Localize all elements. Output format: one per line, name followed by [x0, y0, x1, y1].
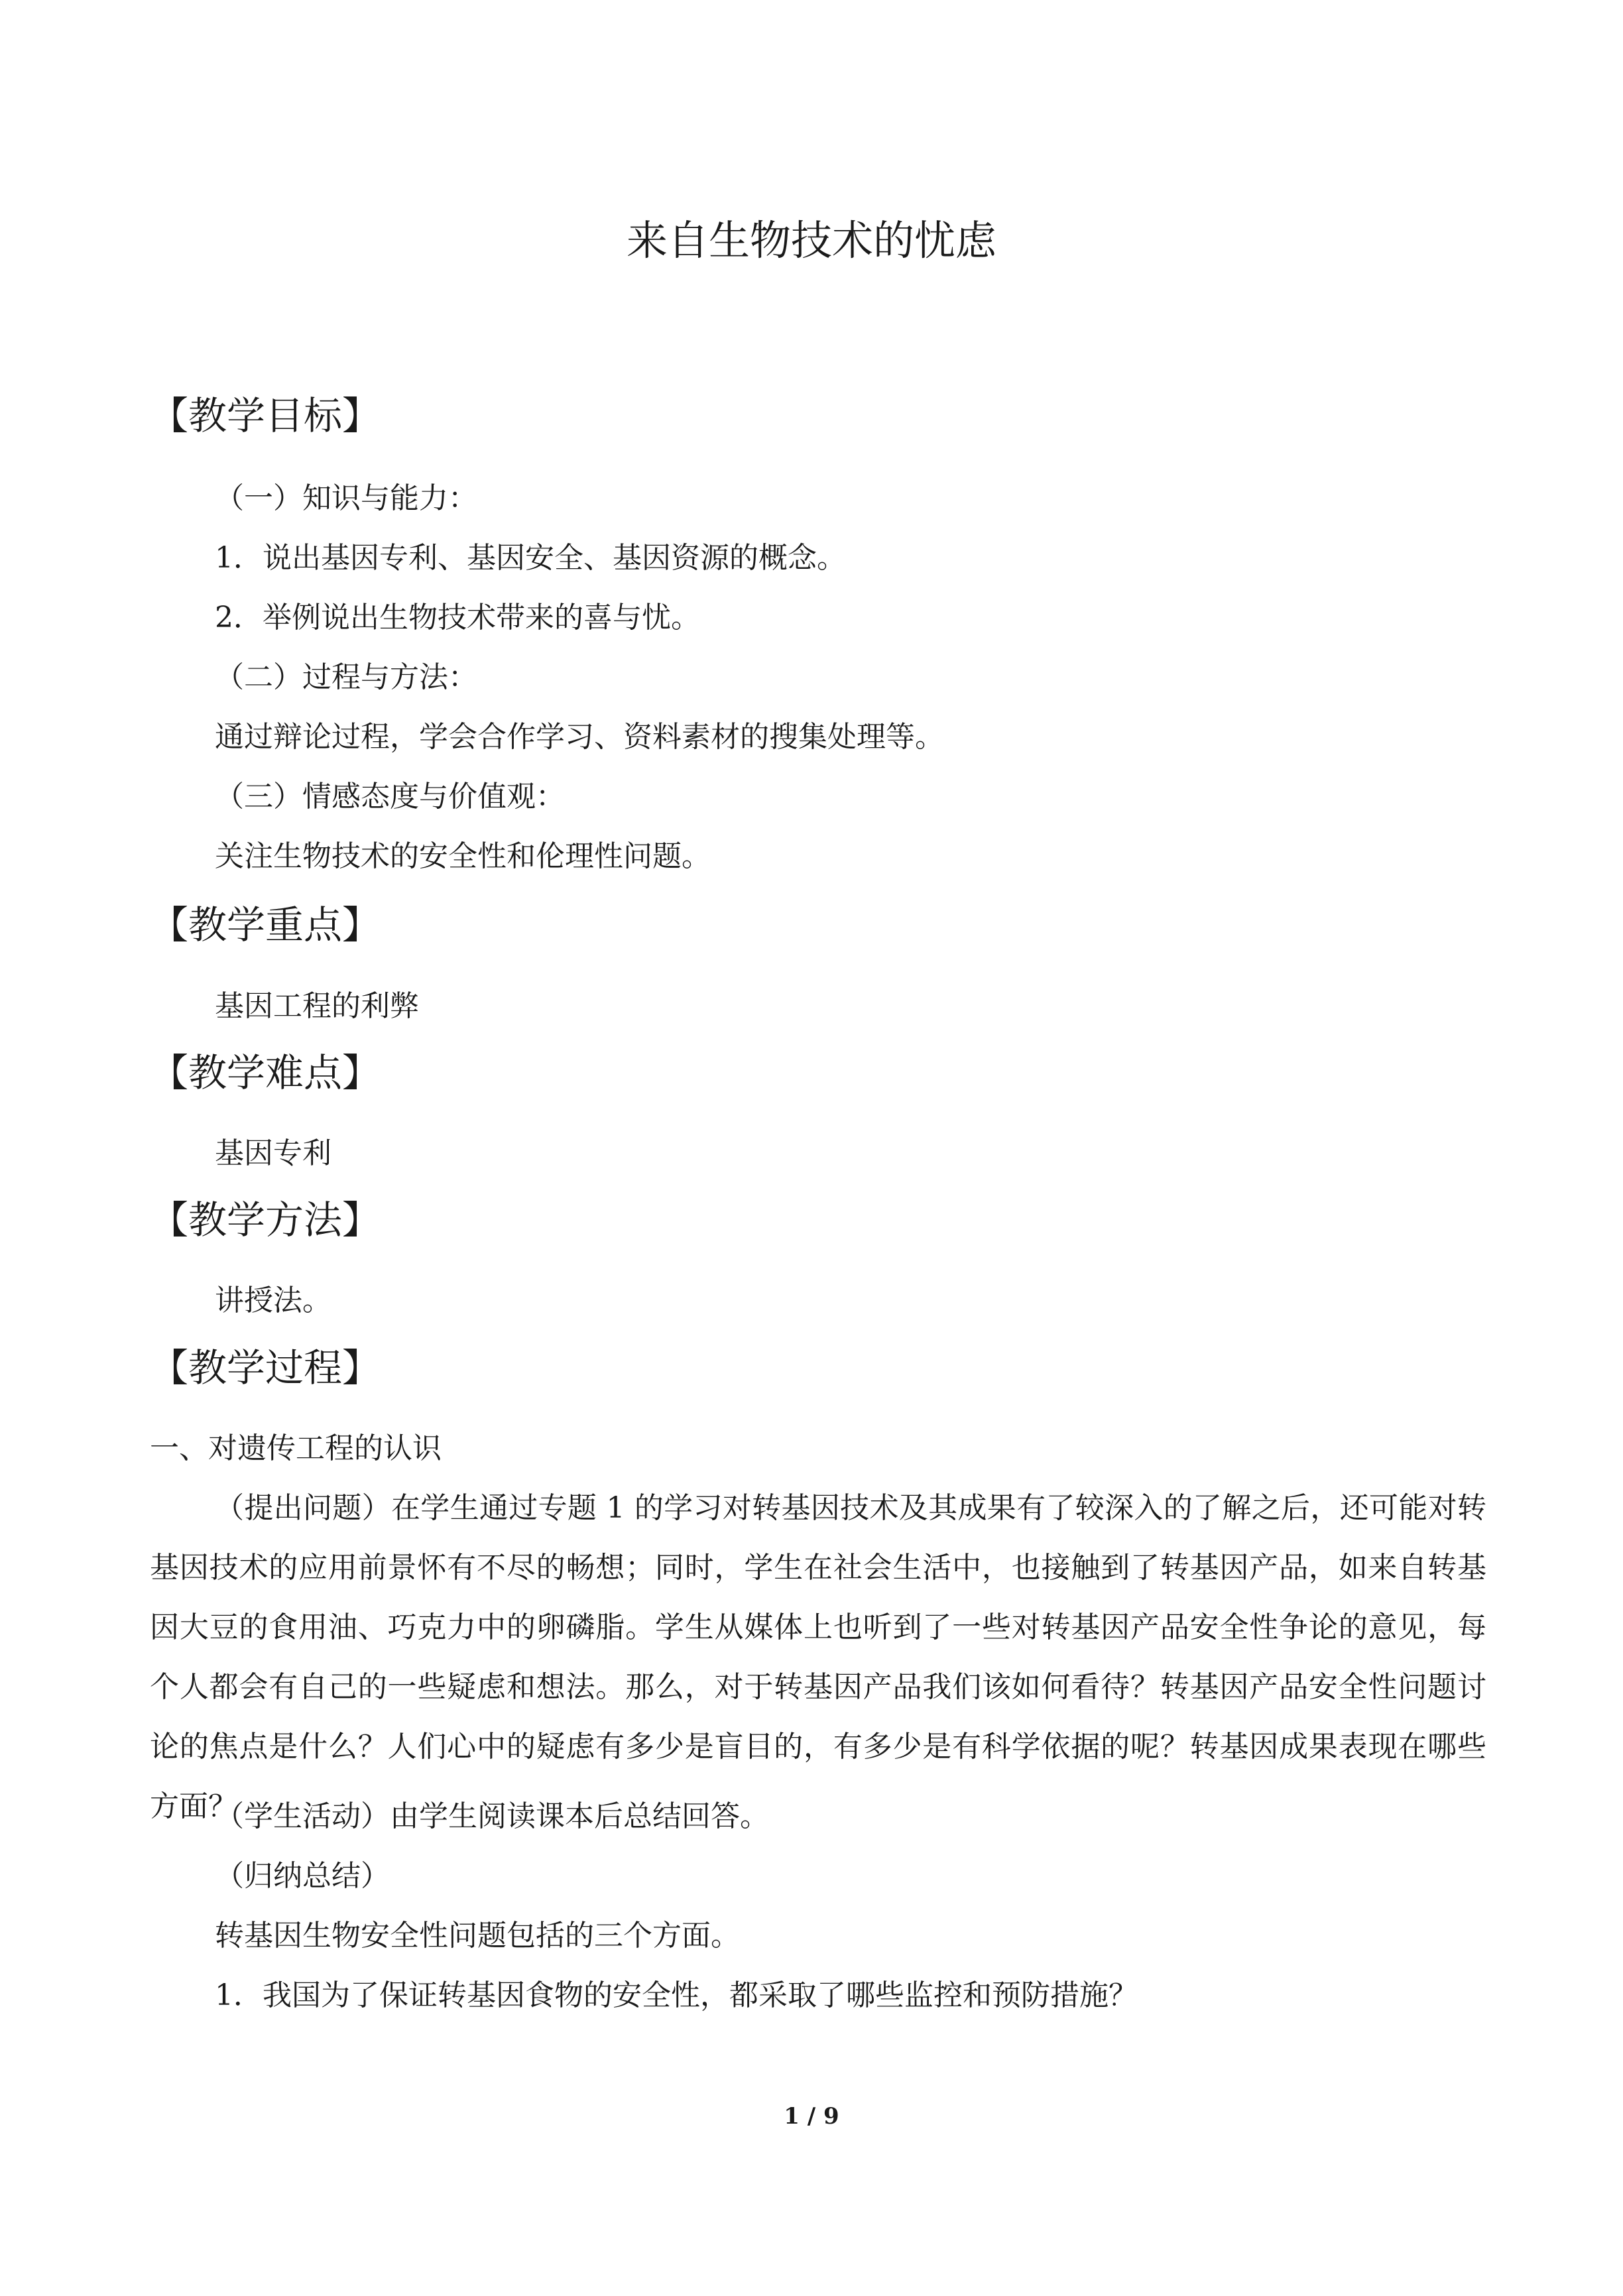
document-title: 来自生物技术的忧虑: [626, 216, 996, 265]
question-1: 1．我国为了保证转基因食物的安全性，都采取了哪些监控和预防措施？: [215, 1978, 1138, 2012]
heading-difficulties: 【教学难点】: [150, 1050, 381, 1095]
student-activity: （学生活动）由学生阅读课本后总结回答。: [215, 1799, 769, 1833]
objectives-line-4: （二）过程与方法：: [215, 660, 477, 694]
heading-methods: 【教学方法】: [150, 1197, 381, 1242]
key-points-text: 基因工程的利弊: [215, 989, 419, 1023]
objectives-line-5: 通过辩论过程，学会合作学习、资料素材的搜集处理等。: [215, 720, 944, 754]
objectives-line-2: 1．说出基因专利、基因安全、基因资源的概念。: [215, 541, 846, 575]
objectives-line-7: 关注生物技术的安全性和伦理性问题。: [215, 839, 711, 873]
process-part1-title: 一、对遗传工程的认识: [150, 1431, 442, 1465]
objectives-line-1: （一）知识与能力：: [215, 481, 477, 515]
summary-label: （归纳总结）: [215, 1859, 390, 1893]
heading-process: 【教学过程】: [150, 1345, 381, 1390]
difficulties-text: 基因专利: [215, 1136, 331, 1170]
methods-text: 讲授法。: [215, 1284, 331, 1317]
page-number: 1 / 9: [784, 2103, 839, 2130]
process-paragraph: （提出问题）在学生通过专题 1 的学习对转基因技术及其成果有了较深入的了解之后，还可能对转基因技术的应用前景怀有不尽的畅想；同时，学生在社会生活中，也接触到了转基因产品，如来自转基因大豆的食用油、巧克力中的卵磷脂。学生从媒体上也听到了一些对转基因产品安全性争论的意见，每个人都会有自己的一些疑虑和想法。那么，对于转基因产品我们该如何看待？转基因产品安全性问题讨论的焦点是什么？人们心中的疑虑有多少是盲目的，有多少是有科学依据的呢？转基因成果表现在哪些方面？: [150, 1491, 1486, 1823]
heading-objectives: 【教学目标】: [150, 393, 381, 438]
heading-key-points: 【教学重点】: [150, 902, 381, 947]
summary-text: 转基因生物安全性问题包括的三个方面。: [215, 1919, 740, 1953]
objectives-line-6: （三）情感态度与价值观：: [215, 780, 565, 814]
objectives-line-3: 2．举例说出生物技术带来的喜与忧。: [215, 601, 700, 634]
